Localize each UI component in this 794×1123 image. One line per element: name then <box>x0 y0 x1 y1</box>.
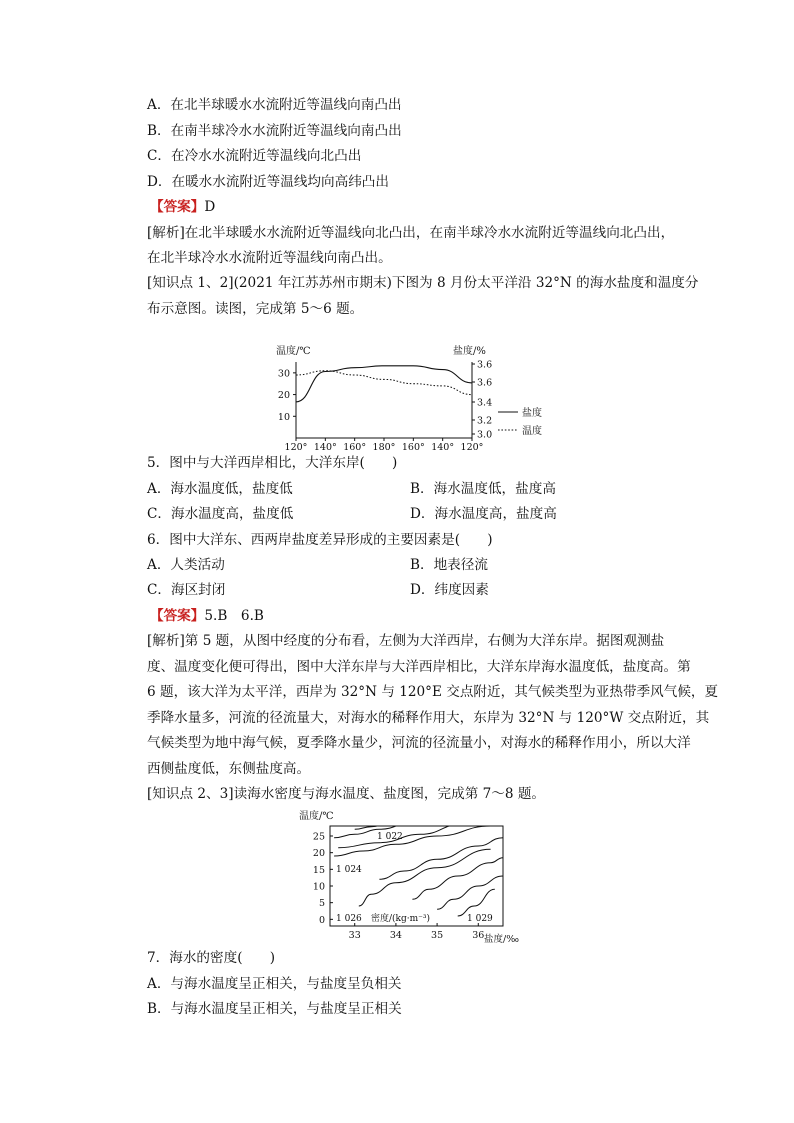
x-tick-label: 140° <box>431 442 455 452</box>
left-tick-label: 30 <box>277 368 290 380</box>
ans-5-6-analysis-line: 西侧盐度低，东侧盐度高。 <box>147 761 311 777</box>
q4-option-c: C．在冷水水流附近等温线向北凸出 <box>147 148 362 164</box>
legend-salinity: 盐度 <box>522 408 542 419</box>
q5-option-b: B．海水温度低，盐度高 <box>410 481 556 497</box>
right-axis-label: 盐度/% <box>453 346 486 357</box>
x-tick-label: 120° <box>284 442 308 452</box>
density-label-1024: 1 024 <box>336 865 362 875</box>
right-tick-label: 3.2 <box>477 415 493 427</box>
q5-option-d: D．海水温度高，盐度高 <box>410 506 557 522</box>
analysis-tag: [解析] <box>147 225 185 241</box>
x-tick-label: 120° <box>460 442 484 452</box>
q4-analysis-line: 在北半球冷水水流附近等温线向南凸出。 <box>147 250 392 266</box>
x-tick-label: 35 <box>431 930 444 941</box>
ans-5-6-analysis-line: 6 题，该大洋为太平洋，西岸为 32°N 与 120°E 交点附近，其气候类型为亚热带季风气候，夏 <box>147 684 719 700</box>
ans-5-6-analysis-line: 气候类型为地中海气候，夏季降水量少，河流的径流量小，对海水的稀释作用小，所以大洋 <box>147 735 691 751</box>
answer-tag: 【答案】 <box>150 199 205 215</box>
density-curve <box>334 826 491 856</box>
analysis-text: 在北半球暖水水流附近等温线向北凸出，在南半球冷水水流附近等温线向北凸出， <box>184 225 675 241</box>
right-tick-label: 3.6 <box>477 377 493 389</box>
answer-value: D <box>204 199 216 215</box>
x-tick-label: 160° <box>343 442 367 452</box>
ans-5-6-analysis-line <box>147 633 664 649</box>
density-unit-label: 密度/(kg·m⁻³) <box>371 914 431 924</box>
q4-analysis-line <box>147 225 674 241</box>
y-tick-label: 15 <box>312 864 325 876</box>
x-tick-label: 140° <box>313 442 337 452</box>
intro-7-8-line: [知识点 2、3]读海水密度与海水温度、盐度图，完成第 7～8 题。 <box>147 786 546 802</box>
density-chart <box>293 806 533 946</box>
density-curve <box>437 876 503 909</box>
q7-option-a: A．与海水温度呈正相关，与盐度呈负相关 <box>147 976 402 992</box>
density-curve <box>458 889 495 916</box>
x-tick-label: 34 <box>389 930 402 941</box>
legend-temperature: 温度 <box>522 426 542 437</box>
q6-option-a: A．人类活动 <box>147 557 225 573</box>
analysis-text: 第 5 题，从图中经度的分布看，左侧为大洋西岸，右侧为大洋东岸。据图观测盐 <box>184 633 665 649</box>
q6-option-b: B．地表径流 <box>410 557 488 573</box>
ans-5-6-analysis-line: 度、温度变化便可得出，图中大洋东岸与大洋西岸相比，大洋东岸海水温度低，盐度高。第 <box>147 659 691 675</box>
q4-option-d: D．在暖水水流附近等温线均向高纬凸出 <box>147 174 389 190</box>
x-tick-label: 180° <box>372 442 396 452</box>
x-tick-label: 160° <box>401 442 425 452</box>
q5-option-c: C．海水温度高，盐度低 <box>147 506 294 522</box>
y-tick-label: 0 <box>318 914 325 926</box>
right-tick-label: 3.0 <box>477 429 493 441</box>
q4-option-a: A．在北半球暖水水流附近等温线向南凸出 <box>147 97 402 113</box>
density-label-1026: 1 026 <box>336 914 362 924</box>
q4-option-b: B．在南半球冷水水流附近等温线向南凸出 <box>147 123 402 139</box>
density-curve <box>412 858 503 900</box>
q5-option-a: A．海水温度低，盐度低 <box>147 481 293 497</box>
answer-tag: 【答案】 <box>150 608 205 624</box>
q6-stem: 6．图中大洋东、西两岸盐度差异形成的主要因素是( ) <box>147 532 493 548</box>
y-tick-label: 25 <box>312 831 325 843</box>
q7-option-b: B．与海水温度呈正相关，与盐度呈正相关 <box>147 1001 402 1017</box>
y-tick-label: 20 <box>312 848 325 860</box>
salinity-temperature-chart <box>270 340 550 452</box>
analysis-tag: [解析] <box>147 633 185 649</box>
left-axis-label: 温度/℃ <box>276 346 311 357</box>
q6-option-d: D．纬度因素 <box>410 582 489 598</box>
q6-option-c: C．海区封闭 <box>147 582 226 598</box>
intro-5-6-line: [知识点 1、2](2021 年江苏苏州市期末)下图为 8 月份太平洋沿 32°N 的海水盐度和温度分 <box>147 275 699 291</box>
q7-stem: 7．海水的密度( ) <box>147 950 276 966</box>
y-tick-label: 5 <box>318 898 325 910</box>
x-axis-label: 盐度/‰ <box>484 934 519 945</box>
y-axis-label: 温度/℃ <box>299 811 334 822</box>
q5-stem: 5．图中与大洋西岸相比，大洋东岸( ) <box>147 455 398 471</box>
left-tick-label: 20 <box>277 390 290 402</box>
density-label-1029: 1 029 <box>467 914 493 924</box>
right-tick-label: 3.6 <box>477 359 493 371</box>
x-tick-label: 33 <box>348 930 361 941</box>
density-curve <box>359 849 491 906</box>
salinity-line <box>296 366 472 402</box>
answer-value: 5.B 6.B <box>204 608 264 624</box>
q4-answer <box>150 199 215 215</box>
temperature-line <box>296 371 472 395</box>
plot-frame <box>330 826 503 926</box>
left-tick-label: 10 <box>277 411 290 423</box>
intro-5-6-line: 布示意图。读图，完成第 5～6 题。 <box>147 301 364 317</box>
right-tick-label: 3.4 <box>477 397 493 409</box>
ans-5-6-analysis-line: 季降水量多，河流的径流量大，对海水的稀释作用大，东岸为 32°N 与 120°W 交点附近，其 <box>147 710 710 726</box>
density-label-1022: 1 022 <box>377 832 403 842</box>
ans-5-6 <box>150 608 264 624</box>
density-curve <box>338 814 503 847</box>
x-tick-label: 36 <box>472 930 485 941</box>
y-tick-label: 10 <box>312 881 325 893</box>
